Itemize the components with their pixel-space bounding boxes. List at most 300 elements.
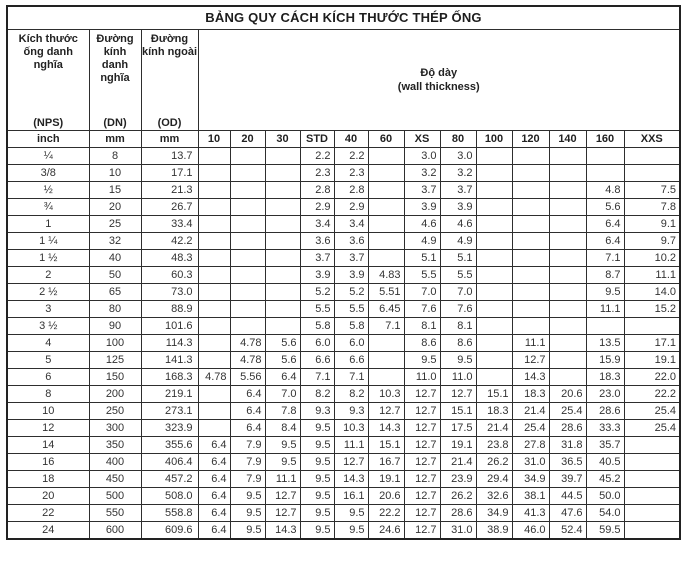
cell-sched-40: 2.9	[334, 199, 368, 216]
cell-dn: 450	[89, 471, 141, 488]
cell-od: 558.8	[141, 505, 198, 522]
header-row	[7, 30, 680, 131]
cell-sched-60	[368, 233, 404, 250]
cell-sched-160: 4.8	[586, 182, 624, 199]
cell-dn: 20	[89, 199, 141, 216]
cell-od: 141.3	[141, 352, 198, 369]
cell-sched-20: 7.9	[230, 454, 265, 471]
cell-sched-XS: 9.5	[404, 352, 440, 369]
header-dn-abbr: (DN)	[103, 117, 127, 129]
cell-sched-100	[476, 148, 512, 165]
cell-sched-XS: 5.5	[404, 267, 440, 284]
cell-sched-40: 10.3	[334, 420, 368, 437]
unit-dn: mm	[89, 131, 141, 148]
table-row	[7, 471, 680, 488]
cell-sched-STD: 5.5	[300, 301, 334, 318]
cell-dn: 10	[89, 165, 141, 182]
cell-sched-80: 4.6	[440, 216, 476, 233]
cell-sched-XS: 12.7	[404, 437, 440, 454]
cell-dn: 8	[89, 148, 141, 165]
cell-sched-20	[230, 301, 265, 318]
cell-od: 48.3	[141, 250, 198, 267]
cell-sched-80: 11.0	[440, 369, 476, 386]
cell-dn: 550	[89, 505, 141, 522]
cell-sched-20	[230, 216, 265, 233]
table-row	[7, 284, 680, 301]
cell-sched-80: 4.9	[440, 233, 476, 250]
cell-sched-XXS: 15.2	[624, 301, 680, 318]
cell-sched-20	[230, 284, 265, 301]
cell-sched-100: 26.2	[476, 454, 512, 471]
table-row	[7, 403, 680, 420]
header-dn	[89, 30, 141, 131]
cell-od: 88.9	[141, 301, 198, 318]
cell-sched-160: 7.1	[586, 250, 624, 267]
cell-sched-60: 4.83	[368, 267, 404, 284]
cell-sched-60	[368, 165, 404, 182]
cell-sched-100	[476, 233, 512, 250]
cell-nps: ¾	[7, 199, 89, 216]
cell-sched-STD: 9.5	[300, 420, 334, 437]
cell-sched-160: 59.5	[586, 522, 624, 540]
cell-sched-160: 9.5	[586, 284, 624, 301]
cell-sched-140	[549, 199, 586, 216]
cell-nps: 3 ½	[7, 318, 89, 335]
cell-sched-160: 35.7	[586, 437, 624, 454]
cell-sched-XXS: 25.4	[624, 420, 680, 437]
cell-sched-STD: 9.5	[300, 505, 334, 522]
cell-sched-40: 3.6	[334, 233, 368, 250]
cell-sched-10: 4.78	[198, 369, 230, 386]
cell-sched-160: 18.3	[586, 369, 624, 386]
cell-sched-30: 7.8	[265, 403, 300, 420]
cell-sched-60: 5.51	[368, 284, 404, 301]
cell-sched-120: 12.7	[512, 352, 549, 369]
cell-sched-XS: 12.7	[404, 488, 440, 505]
cell-sched-10	[198, 352, 230, 369]
cell-sched-40: 9.3	[334, 403, 368, 420]
cell-od: 114.3	[141, 335, 198, 352]
cell-sched-10: 6.4	[198, 522, 230, 540]
cell-sched-160: 45.2	[586, 471, 624, 488]
cell-sched-60: 10.3	[368, 386, 404, 403]
cell-sched-80: 3.2	[440, 165, 476, 182]
cell-sched-30	[265, 318, 300, 335]
cell-sched-XXS	[624, 454, 680, 471]
cell-sched-30: 12.7	[265, 505, 300, 522]
cell-sched-80: 26.2	[440, 488, 476, 505]
cell-dn: 40	[89, 250, 141, 267]
cell-sched-140: 44.5	[549, 488, 586, 505]
cell-sched-140: 31.8	[549, 437, 586, 454]
unit-od: mm	[141, 131, 198, 148]
cell-sched-160: 11.1	[586, 301, 624, 318]
header-od	[141, 30, 198, 131]
cell-sched-30	[265, 301, 300, 318]
table-row	[7, 267, 680, 284]
cell-sched-140: 20.6	[549, 386, 586, 403]
cell-dn: 100	[89, 335, 141, 352]
cell-nps: 12	[7, 420, 89, 437]
table-row	[7, 199, 680, 216]
table-row	[7, 318, 680, 335]
cell-sched-60	[368, 369, 404, 386]
header-wall-thickness	[198, 30, 680, 131]
cell-sched-XS: 7.0	[404, 284, 440, 301]
cell-sched-80: 8.6	[440, 335, 476, 352]
cell-sched-20: 9.5	[230, 505, 265, 522]
cell-nps: 16	[7, 454, 89, 471]
table-row	[7, 165, 680, 182]
table-header-section	[7, 6, 680, 148]
cell-sched-30: 9.5	[265, 437, 300, 454]
cell-sched-10	[198, 386, 230, 403]
cell-sched-30: 8.4	[265, 420, 300, 437]
cell-sched-STD: 9.5	[300, 488, 334, 505]
cell-sched-XXS	[624, 471, 680, 488]
cell-sched-60: 24.6	[368, 522, 404, 540]
cell-sched-20	[230, 233, 265, 250]
cell-sched-100	[476, 284, 512, 301]
cell-sched-30: 9.5	[265, 454, 300, 471]
cell-sched-120	[512, 250, 549, 267]
cell-sched-10	[198, 284, 230, 301]
cell-sched-80: 5.1	[440, 250, 476, 267]
cell-sched-100	[476, 352, 512, 369]
cell-sched-60: 6.45	[368, 301, 404, 318]
cell-sched-STD: 2.3	[300, 165, 334, 182]
cell-sched-STD: 9.5	[300, 522, 334, 540]
cell-nps: 4	[7, 335, 89, 352]
cell-od: 273.1	[141, 403, 198, 420]
cell-sched-40: 3.9	[334, 267, 368, 284]
cell-sched-STD: 6.0	[300, 335, 334, 352]
cell-dn: 25	[89, 216, 141, 233]
cell-sched-140	[549, 301, 586, 318]
cell-sched-100	[476, 335, 512, 352]
cell-nps: 3/8	[7, 165, 89, 182]
cell-sched-10: 6.4	[198, 505, 230, 522]
cell-sched-XS: 12.7	[404, 420, 440, 437]
cell-sched-80: 12.7	[440, 386, 476, 403]
cell-sched-20	[230, 165, 265, 182]
cell-sched-100	[476, 301, 512, 318]
schedule-col-XXS: XXS	[624, 131, 680, 148]
cell-sched-40: 16.1	[334, 488, 368, 505]
cell-sched-120: 27.8	[512, 437, 549, 454]
cell-sched-30	[265, 233, 300, 250]
cell-sched-60	[368, 216, 404, 233]
cell-sched-80: 15.1	[440, 403, 476, 420]
cell-sched-120: 46.0	[512, 522, 549, 540]
cell-sched-STD: 9.5	[300, 437, 334, 454]
cell-sched-40: 9.5	[334, 505, 368, 522]
cell-nps: 20	[7, 488, 89, 505]
cell-sched-60: 12.7	[368, 403, 404, 420]
cell-sched-10	[198, 182, 230, 199]
cell-sched-XS: 8.1	[404, 318, 440, 335]
cell-sched-30: 14.3	[265, 522, 300, 540]
cell-sched-STD: 2.8	[300, 182, 334, 199]
cell-sched-30: 12.7	[265, 488, 300, 505]
cell-sched-60	[368, 250, 404, 267]
cell-sched-80: 9.5	[440, 352, 476, 369]
cell-sched-140	[549, 369, 586, 386]
cell-sched-160: 50.0	[586, 488, 624, 505]
cell-nps: 22	[7, 505, 89, 522]
cell-sched-10: 6.4	[198, 488, 230, 505]
cell-nps: ½	[7, 182, 89, 199]
schedule-col-30: 30	[265, 131, 300, 148]
cell-sched-XXS	[624, 318, 680, 335]
cell-sched-100: 15.1	[476, 386, 512, 403]
cell-sched-120	[512, 233, 549, 250]
cell-sched-100	[476, 267, 512, 284]
cell-sched-XXS: 9.1	[624, 216, 680, 233]
cell-sched-XXS	[624, 437, 680, 454]
cell-sched-20	[230, 267, 265, 284]
schedule-col-40: 40	[334, 131, 368, 148]
cell-sched-XXS	[624, 522, 680, 540]
cell-sched-80: 3.0	[440, 148, 476, 165]
cell-sched-XXS: 22.0	[624, 369, 680, 386]
cell-sched-XXS: 10.2	[624, 250, 680, 267]
cell-sched-10	[198, 267, 230, 284]
cell-sched-80: 19.1	[440, 437, 476, 454]
cell-sched-30	[265, 267, 300, 284]
cell-sched-STD: 9.3	[300, 403, 334, 420]
cell-sched-80: 31.0	[440, 522, 476, 540]
cell-sched-30: 7.0	[265, 386, 300, 403]
cell-sched-STD: 7.1	[300, 369, 334, 386]
table-title: BẢNG QUY CÁCH KÍCH THƯỚC THÉP ỐNG	[7, 6, 680, 30]
schedule-col-10: 10	[198, 131, 230, 148]
cell-dn: 65	[89, 284, 141, 301]
cell-sched-STD: 2.2	[300, 148, 334, 165]
table-row	[7, 522, 680, 540]
cell-nps: 3	[7, 301, 89, 318]
cell-sched-STD: 5.2	[300, 284, 334, 301]
cell-nps: 2 ½	[7, 284, 89, 301]
cell-nps: 1 ¼	[7, 233, 89, 250]
cell-sched-100: 29.4	[476, 471, 512, 488]
cell-sched-160: 33.3	[586, 420, 624, 437]
cell-sched-40: 11.1	[334, 437, 368, 454]
cell-sched-80: 21.4	[440, 454, 476, 471]
table-row	[7, 488, 680, 505]
cell-sched-120: 31.0	[512, 454, 549, 471]
cell-sched-20: 9.5	[230, 522, 265, 540]
cell-sched-140: 25.4	[549, 403, 586, 420]
cell-sched-40: 12.7	[334, 454, 368, 471]
cell-sched-XXS	[624, 488, 680, 505]
cell-sched-XXS	[624, 165, 680, 182]
cell-sched-STD: 6.6	[300, 352, 334, 369]
table-row	[7, 352, 680, 369]
cell-sched-100	[476, 216, 512, 233]
cell-sched-10	[198, 165, 230, 182]
cell-sched-30: 6.4	[265, 369, 300, 386]
cell-od: 609.6	[141, 522, 198, 540]
cell-sched-10	[198, 420, 230, 437]
cell-sched-100: 21.4	[476, 420, 512, 437]
table-row	[7, 335, 680, 352]
cell-sched-10	[198, 335, 230, 352]
table-row	[7, 505, 680, 522]
cell-nps: 1 ½	[7, 250, 89, 267]
cell-sched-160	[586, 318, 624, 335]
cell-sched-60: 20.6	[368, 488, 404, 505]
cell-sched-30	[265, 182, 300, 199]
cell-sched-30	[265, 148, 300, 165]
table-row	[7, 369, 680, 386]
cell-sched-120: 14.3	[512, 369, 549, 386]
cell-nps: 2	[7, 267, 89, 284]
cell-sched-STD: 5.8	[300, 318, 334, 335]
cell-sched-140: 36.5	[549, 454, 586, 471]
cell-od: 508.0	[141, 488, 198, 505]
cell-sched-80: 7.6	[440, 301, 476, 318]
cell-sched-20: 4.78	[230, 335, 265, 352]
cell-sched-120	[512, 165, 549, 182]
cell-sched-160: 54.0	[586, 505, 624, 522]
cell-sched-120: 41.3	[512, 505, 549, 522]
schedule-col-20: 20	[230, 131, 265, 148]
cell-sched-30	[265, 250, 300, 267]
cell-sched-120: 11.1	[512, 335, 549, 352]
cell-sched-100: 18.3	[476, 403, 512, 420]
cell-dn: 200	[89, 386, 141, 403]
cell-sched-XXS: 7.5	[624, 182, 680, 199]
cell-dn: 32	[89, 233, 141, 250]
cell-sched-20: 9.5	[230, 488, 265, 505]
cell-sched-140	[549, 182, 586, 199]
schedule-col-160: 160	[586, 131, 624, 148]
cell-sched-140: 47.6	[549, 505, 586, 522]
cell-sched-80: 7.0	[440, 284, 476, 301]
table-row	[7, 454, 680, 471]
cell-sched-40: 5.8	[334, 318, 368, 335]
cell-sched-STD: 3.6	[300, 233, 334, 250]
cell-sched-120	[512, 318, 549, 335]
cell-nps: 24	[7, 522, 89, 540]
cell-sched-20: 7.9	[230, 471, 265, 488]
table-row	[7, 182, 680, 199]
cell-sched-20: 6.4	[230, 420, 265, 437]
cell-sched-120: 21.4	[512, 403, 549, 420]
header-nps-label: Kích thước ống danh nghĩa	[18, 33, 78, 71]
cell-sched-XS: 12.7	[404, 403, 440, 420]
cell-od: 42.2	[141, 233, 198, 250]
cell-sched-40: 3.4	[334, 216, 368, 233]
schedule-col-100: 100	[476, 131, 512, 148]
cell-sched-XS: 12.7	[404, 454, 440, 471]
schedule-col-120: 120	[512, 131, 549, 148]
cell-sched-120	[512, 182, 549, 199]
cell-od: 406.4	[141, 454, 198, 471]
pipe-size-table-wrapper	[6, 5, 681, 540]
cell-sched-160	[586, 165, 624, 182]
cell-sched-160: 40.5	[586, 454, 624, 471]
cell-sched-160: 23.0	[586, 386, 624, 403]
schedule-col-60: 60	[368, 131, 404, 148]
cell-dn: 50	[89, 267, 141, 284]
cell-nps: 1	[7, 216, 89, 233]
header-nps-abbr: (NPS)	[33, 117, 64, 129]
table-row	[7, 301, 680, 318]
cell-sched-10	[198, 318, 230, 335]
cell-sched-40: 6.6	[334, 352, 368, 369]
cell-sched-120	[512, 148, 549, 165]
cell-sched-40: 14.3	[334, 471, 368, 488]
cell-od: 26.7	[141, 199, 198, 216]
table-row	[7, 437, 680, 454]
cell-sched-STD: 9.5	[300, 471, 334, 488]
cell-sched-60: 19.1	[368, 471, 404, 488]
cell-nps: 10	[7, 403, 89, 420]
table-row	[7, 233, 680, 250]
table-body	[7, 148, 680, 540]
cell-sched-30	[265, 216, 300, 233]
cell-sched-10	[198, 233, 230, 250]
cell-sched-60	[368, 335, 404, 352]
cell-dn: 400	[89, 454, 141, 471]
wall-thickness-label-vi: Độ dày	[420, 67, 458, 79]
cell-sched-140: 52.4	[549, 522, 586, 540]
units-schedules-row	[7, 131, 680, 148]
cell-sched-20: 6.4	[230, 403, 265, 420]
cell-sched-140	[549, 233, 586, 250]
cell-sched-160: 13.5	[586, 335, 624, 352]
cell-sched-60: 7.1	[368, 318, 404, 335]
cell-sched-30	[265, 284, 300, 301]
cell-sched-80: 3.9	[440, 199, 476, 216]
cell-sched-120: 18.3	[512, 386, 549, 403]
cell-sched-140	[549, 148, 586, 165]
cell-sched-XS: 12.7	[404, 505, 440, 522]
cell-sched-40: 5.5	[334, 301, 368, 318]
cell-sched-140: 39.7	[549, 471, 586, 488]
cell-sched-XXS: 14.0	[624, 284, 680, 301]
cell-sched-60	[368, 352, 404, 369]
cell-sched-140: 28.6	[549, 420, 586, 437]
cell-sched-XXS: 19.1	[624, 352, 680, 369]
cell-dn: 350	[89, 437, 141, 454]
cell-od: 13.7	[141, 148, 198, 165]
cell-dn: 80	[89, 301, 141, 318]
cell-sched-80: 5.5	[440, 267, 476, 284]
cell-sched-STD: 3.4	[300, 216, 334, 233]
cell-od: 219.1	[141, 386, 198, 403]
table-row	[7, 420, 680, 437]
cell-sched-160	[586, 148, 624, 165]
cell-sched-XS: 12.7	[404, 522, 440, 540]
cell-dn: 300	[89, 420, 141, 437]
cell-sched-10	[198, 403, 230, 420]
title-row	[7, 6, 680, 30]
cell-dn: 150	[89, 369, 141, 386]
cell-sched-30: 5.6	[265, 335, 300, 352]
cell-sched-10	[198, 250, 230, 267]
cell-sched-120	[512, 267, 549, 284]
cell-dn: 15	[89, 182, 141, 199]
cell-sched-20: 7.9	[230, 437, 265, 454]
cell-sched-STD: 3.7	[300, 250, 334, 267]
cell-sched-20: 4.78	[230, 352, 265, 369]
cell-sched-30	[265, 165, 300, 182]
cell-sched-60	[368, 182, 404, 199]
cell-sched-STD: 9.5	[300, 454, 334, 471]
